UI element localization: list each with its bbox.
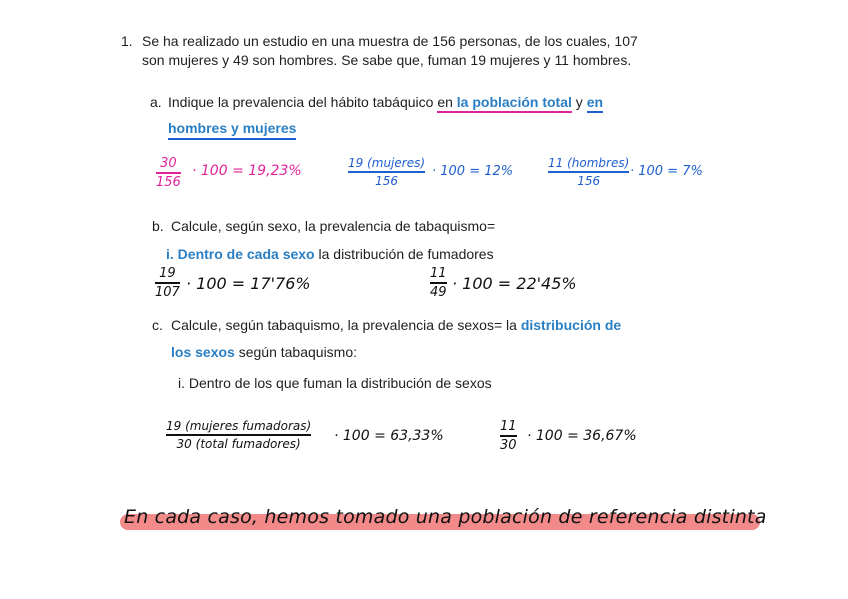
work-a-hombres-num: 11 (hombres) (548, 156, 630, 170)
work-b-hombres-den: 49 (430, 284, 447, 300)
work-a-hombres-fraction (548, 156, 629, 188)
fraction-bar (348, 171, 425, 173)
fraction-bar (548, 171, 629, 173)
part-c-sub-label: i. (178, 375, 185, 391)
work-a-mujeres-num: 19 (mujeres) (348, 156, 426, 170)
part-b-label: b. (152, 218, 164, 234)
problem-line-1: Se ha realizado un estudio en una muestra de 156 personas, de los cuales, 107 (142, 33, 638, 49)
problem-number: 1. (121, 33, 133, 49)
work-c-hombres-result: · 100 = 36,67% (527, 428, 637, 444)
fraction-bar (155, 282, 180, 284)
part-a-question (168, 93, 603, 111)
fraction-bar (430, 282, 447, 284)
work-c-hombres-num: 11 (500, 419, 517, 434)
part-c-question (171, 316, 621, 334)
work-b-hombres-fraction (430, 266, 447, 300)
work-a-hombres-den: 156 (577, 173, 601, 188)
work-b-hombres-num: 11 (430, 266, 447, 281)
fraction-bar (500, 435, 517, 437)
part-c-sub-item (178, 374, 492, 392)
work-a-total-den: 156 (156, 174, 181, 190)
part-a-text-1: Indique la prevalencia del hábito tabáquico (168, 94, 438, 110)
fraction-bar (166, 434, 311, 436)
work-a-total-num: 30 (160, 156, 177, 171)
work-a-total-fraction (156, 156, 181, 190)
work-a-mujeres-den: 156 (375, 173, 398, 188)
work-b-mujeres-num: 19 (159, 266, 176, 281)
work-c-mujeres-num: 19 (mujeres fumadoras) (166, 419, 312, 433)
work-a-hombres-result: · 100 = 7% (630, 164, 703, 179)
part-c-text-1: Calcule, según tabaquismo, la prevalencia de sexos= la (171, 317, 521, 333)
fraction-bar (156, 172, 181, 174)
work-a-total-result: · 100 = 19,23% (192, 163, 302, 179)
part-c-text-2: según tabaquismo: (234, 344, 358, 360)
work-a-mujeres-fraction (348, 156, 425, 188)
work-b-hombres-result: · 100 = 22'45% (452, 274, 577, 293)
work-c-mujeres-fraction (166, 419, 311, 451)
part-c-question-cont (171, 343, 357, 361)
part-a-bold-poblacion-total: la población total (457, 94, 572, 113)
part-b-sub-bold: Dentro de cada sexo (177, 246, 315, 262)
part-a-bold-en: en (587, 94, 603, 113)
part-b-sub-item (166, 245, 494, 263)
work-c-hombres-fraction (500, 419, 517, 453)
part-c-sub-text: Dentro de los que fuman la distribución de sexos (188, 375, 492, 391)
part-b-sub-label: i. (166, 246, 174, 262)
part-a-text-2: y (571, 94, 587, 110)
part-b-sub-text: la distribución de fumadores (314, 246, 494, 262)
work-c-hombres-den: 30 (500, 437, 517, 453)
work-c-mujeres-den: 30 (total fumadores) (176, 436, 301, 451)
problem-line-2: son mujeres y 49 son hombres. Se sabe que, fuman 19 mujeres y 11 hombres. (142, 52, 632, 68)
conclusion-text: En cada caso, hemos tomado una población de referencia distinta (124, 506, 767, 528)
part-b-question: Calcule, según sexo, la prevalencia de tabaquismo= (171, 218, 496, 234)
work-b-mujeres-fraction (155, 266, 180, 300)
part-a-label: a. (150, 94, 162, 110)
work-a-mujeres-result: · 100 = 12% (432, 164, 514, 179)
work-b-mujeres-result: · 100 = 17'76% (186, 274, 311, 293)
part-c-bold-2: los sexos (171, 344, 235, 360)
part-c-label: c. (152, 317, 163, 333)
part-a-underlined: en (437, 94, 456, 113)
work-b-mujeres-den: 107 (155, 284, 180, 300)
part-a-bold-hombres-mujeres: hombres y mujeres (168, 119, 296, 140)
work-c-mujeres-result: · 100 = 63,33% (334, 428, 444, 444)
part-c-bold-1: distribución de (520, 317, 622, 333)
